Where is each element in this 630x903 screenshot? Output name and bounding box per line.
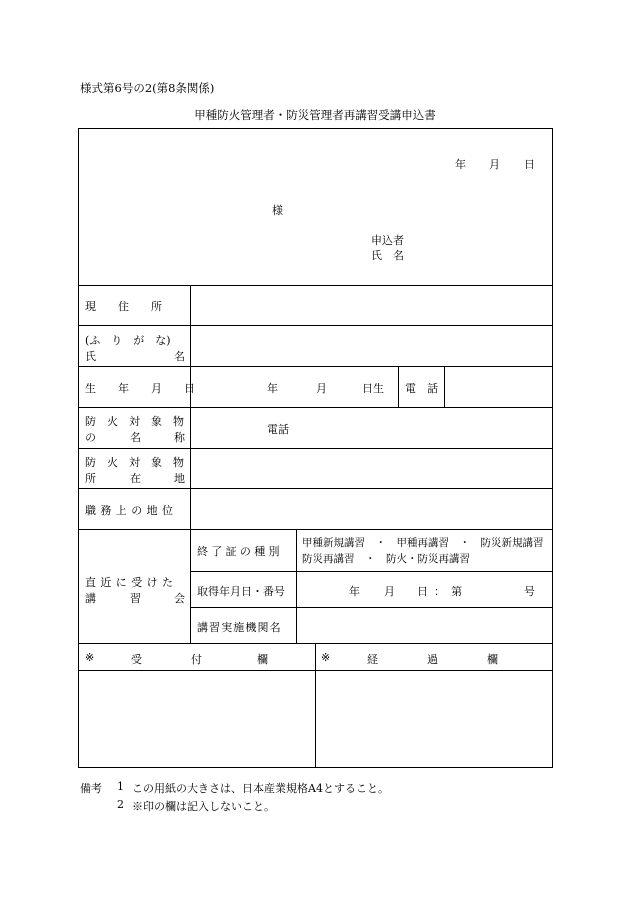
- acquired-number-suffix: 号: [524, 585, 535, 598]
- acquired-day-number: 日：第: [417, 585, 469, 598]
- reception-label-3: 欄: [257, 653, 268, 666]
- honorific: 様: [272, 204, 283, 217]
- acquired-month: 月: [384, 585, 395, 598]
- row-divider: [190, 571, 553, 572]
- property-name-label-2r: 称: [174, 431, 185, 444]
- progress-label-2: 過: [427, 653, 438, 666]
- cert-types-line1: 甲種新規講習 ・ 甲種再講習 ・ 防災新規講習: [302, 537, 544, 549]
- progress-label-3: 欄: [487, 653, 498, 666]
- property-name-label-1: 防 火 対 象 物: [85, 415, 184, 428]
- note-2-number: 2: [117, 798, 124, 811]
- column-divider: [398, 366, 399, 407]
- column-divider: [190, 285, 191, 643]
- column-divider: [444, 366, 445, 407]
- reception-label-1: 受: [131, 653, 142, 666]
- note-1-number: 1: [117, 780, 124, 793]
- notes-label: 備考: [80, 782, 102, 795]
- property-location-label-1: 防 火 対 象 物: [85, 456, 184, 469]
- note-1-text: この用紙の大きさは、日本産業規格A4とすること。: [132, 782, 389, 795]
- form-title: 甲種防火管理者・防災管理者再講習受講申込書: [194, 108, 436, 122]
- note-2-text: ※印の欄は記入しないこと。: [132, 800, 275, 813]
- cert-types-line2: 防災再講習 ・ 防火・防災再講習: [302, 553, 470, 565]
- date-day: 日: [524, 158, 535, 171]
- acquired-label: 取得年月日・番号: [197, 585, 285, 598]
- progress-mark: ※: [321, 651, 331, 664]
- column-divider: [315, 643, 316, 768]
- row-divider: [78, 325, 553, 326]
- row-divider: [78, 448, 553, 449]
- name-label-right: 名: [174, 350, 185, 363]
- reception-mark: ※: [85, 651, 95, 664]
- applicant-label: 申込者: [371, 234, 404, 247]
- property-location-label-2m: 在: [130, 472, 141, 485]
- date-year: 年: [455, 158, 466, 171]
- recent-course-label-2l: 講: [85, 592, 96, 605]
- form-number: 様式第6号の2(第8条関係): [80, 81, 215, 95]
- row-divider: [78, 285, 553, 286]
- column-divider: [296, 529, 297, 643]
- current-address-label: 現 住 所: [85, 300, 162, 313]
- birth-year: 年: [267, 382, 278, 395]
- recent-course-label-2r: 会: [174, 592, 185, 605]
- date-month: 月: [489, 158, 500, 171]
- row-divider: [78, 407, 553, 408]
- recent-course-label-1: 直近に受けた: [85, 576, 178, 589]
- row-divider: [78, 529, 553, 530]
- row-divider: [78, 366, 553, 367]
- birth-month: 月: [316, 382, 327, 395]
- birth-day: 日生: [362, 382, 384, 395]
- cert-type-label: 終了証の種別: [197, 545, 283, 558]
- row-divider: [78, 488, 553, 489]
- phone-label: 電 話: [405, 382, 438, 395]
- progress-label-1: 経: [367, 653, 378, 666]
- position-label: 職務上の地位: [85, 504, 178, 517]
- name-label-left: 氏: [85, 350, 96, 363]
- row-divider: [190, 607, 553, 608]
- property-phone-label: 電話: [267, 423, 289, 436]
- birthdate-label: 生 年 月 日: [85, 382, 195, 395]
- applicant-name-label: 氏 名: [371, 249, 404, 262]
- property-name-label-2l: の: [85, 431, 96, 444]
- acquired-year: 年: [349, 585, 360, 598]
- property-location-label-2r: 地: [174, 472, 185, 485]
- reception-label-2: 付: [191, 653, 202, 666]
- institution-label: 講習実施機関名: [197, 621, 282, 634]
- furigana-label: (ふ り が な): [85, 334, 171, 347]
- property-name-label-2m: 名: [130, 431, 141, 444]
- property-location-label-2l: 所: [85, 472, 96, 485]
- recent-course-label-2m: 習: [130, 592, 141, 605]
